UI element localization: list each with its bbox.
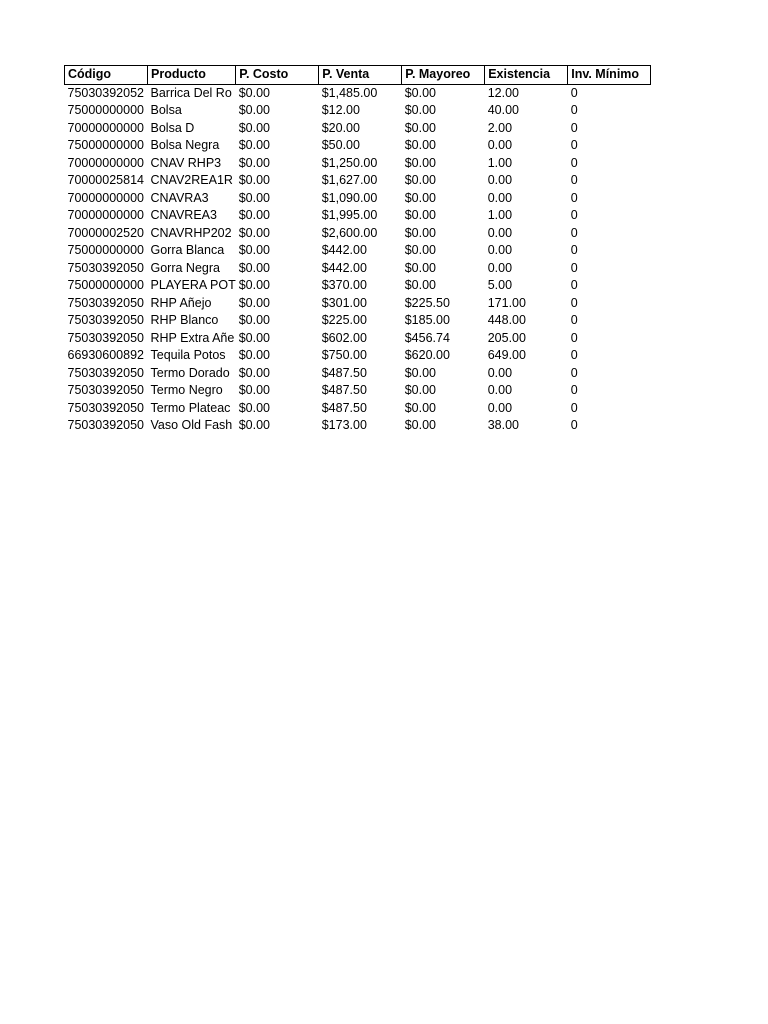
cell-codigo: 70000002520 [67, 225, 144, 240]
cell-existencia: 0.00 [487, 383, 513, 397]
cell-producto: Termo Plateac [150, 400, 231, 415]
cell-p-venta: $487.50 [321, 383, 367, 397]
table-row [65, 277, 651, 295]
cell-inv-minimo: 0 [570, 103, 578, 117]
cell-codigo: 75030392050 [67, 313, 144, 327]
cell-p-mayoreo: $225.50 [404, 295, 450, 310]
cell-p-mayoreo: $0.00 [404, 173, 436, 187]
cell-p-venta: $1,250.00 [321, 155, 378, 170]
cell-p-mayoreo: $0.00 [404, 400, 436, 415]
cell-producto: Tequila Potos [150, 348, 226, 362]
cell-inv-minimo: 0 [570, 313, 578, 327]
header-p-costo: P. Costo [236, 66, 319, 85]
cell-p-mayoreo: $0.00 [404, 85, 436, 100]
cell-inv-minimo: 0 [570, 190, 578, 205]
cell-inv-minimo: 0 [570, 208, 578, 222]
cell-producto: RHP Extra Añe [150, 330, 235, 345]
header-inv-minimo: Inv. Mínimo [568, 66, 651, 85]
cell-inv-minimo: 0 [570, 348, 578, 362]
cell-producto: Bolsa [150, 103, 182, 117]
cell-p-mayoreo: $185.00 [404, 313, 450, 327]
cell-existencia: 1.00 [487, 208, 513, 222]
cell-codigo: 70000000000 [67, 155, 144, 170]
cell-inv-minimo: 0 [570, 243, 578, 257]
cell-p-mayoreo: $620.00 [404, 348, 450, 362]
cell-producto: CNAVRA3 [150, 190, 209, 205]
table-row [65, 84, 651, 102]
header-p-mayoreo: P. Mayoreo [402, 66, 485, 85]
cell-codigo: 75000000000 [67, 243, 144, 257]
cell-existencia: 2.00 [487, 120, 513, 135]
cell-producto: RHP Añejo [150, 295, 212, 310]
cell-producto: Termo Negro [150, 383, 223, 397]
cell-p-mayoreo: $0.00 [404, 120, 436, 135]
cell-p-costo: $0.00 [238, 260, 270, 275]
table-row [65, 190, 651, 208]
cell-codigo: 70000025814 [67, 173, 144, 187]
table-row [65, 312, 651, 330]
table-row [65, 330, 651, 348]
cell-inv-minimo: 0 [570, 383, 578, 397]
cell-p-venta: $442.00 [321, 243, 367, 257]
cell-codigo: 75000000000 [67, 138, 144, 152]
cell-codigo: 75030392050 [67, 400, 144, 415]
cell-p-costo: $0.00 [238, 278, 270, 292]
cell-p-costo: $0.00 [238, 173, 270, 187]
cell-p-costo: $0.00 [238, 85, 270, 100]
cell-producto: CNAVREA3 [150, 208, 217, 222]
cell-p-costo: $0.00 [238, 295, 270, 310]
cell-p-mayoreo: $0.00 [404, 155, 436, 170]
cell-p-mayoreo: $0.00 [404, 243, 436, 257]
table-row [65, 207, 651, 225]
table-row [65, 120, 651, 138]
header-existencia: Existencia [485, 66, 568, 85]
cell-codigo: 75030392050 [67, 295, 144, 310]
cell-p-costo: $0.00 [238, 208, 270, 222]
cell-p-costo: $0.00 [238, 365, 270, 380]
cell-p-costo: $0.00 [238, 138, 270, 152]
cell-existencia: 12.00 [487, 85, 519, 100]
cell-existencia: 40.00 [487, 103, 519, 117]
cell-p-venta: $20.00 [321, 120, 360, 135]
cell-existencia: 0.00 [487, 138, 513, 152]
table-row [65, 155, 651, 173]
cell-p-costo: $0.00 [238, 400, 270, 415]
cell-inv-minimo: 0 [570, 295, 578, 310]
cell-p-venta: $301.00 [321, 295, 367, 310]
cell-p-costo: $0.00 [238, 383, 270, 397]
cell-inv-minimo: 0 [570, 365, 578, 380]
cell-existencia: 0.00 [487, 225, 513, 240]
cell-inv-minimo: 0 [570, 418, 578, 432]
cell-producto: Bolsa Negra [150, 138, 220, 152]
cell-p-costo: $0.00 [238, 243, 270, 257]
cell-p-mayoreo: $0.00 [404, 190, 436, 205]
cell-existencia: 5.00 [487, 278, 513, 292]
cell-codigo: 75030392050 [67, 260, 144, 275]
cell-existencia: 171.00 [487, 295, 526, 310]
cell-inv-minimo: 0 [570, 85, 578, 100]
cell-p-venta: $750.00 [321, 348, 367, 362]
cell-codigo: 75000000000 [67, 278, 144, 292]
table-row [65, 225, 651, 243]
cell-existencia: 205.00 [487, 330, 526, 345]
cell-codigo: 75030392052 [67, 85, 144, 100]
cell-existencia: 0.00 [487, 173, 513, 187]
cell-inv-minimo: 0 [570, 278, 578, 292]
cell-producto: RHP Blanco [150, 313, 219, 327]
cell-p-venta: $602.00 [321, 330, 367, 345]
cell-existencia: 38.00 [487, 418, 519, 432]
cell-p-costo: $0.00 [238, 348, 270, 362]
cell-codigo: 70000000000 [67, 120, 144, 135]
cell-p-costo: $0.00 [238, 120, 270, 135]
cell-producto: CNAVRHP202 [150, 225, 232, 240]
cell-codigo: 70000000000 [67, 190, 144, 205]
cell-existencia: 1.00 [487, 155, 513, 170]
cell-producto: CNAV RHP3 [150, 155, 222, 170]
cell-inv-minimo: 0 [570, 400, 578, 415]
cell-producto: Barrica Del Ro [150, 85, 232, 100]
table-body [65, 84, 651, 435]
table-row [65, 295, 651, 313]
cell-p-venta: $1,485.00 [321, 85, 378, 100]
table-row [65, 417, 651, 435]
cell-existencia: 0.00 [487, 400, 513, 415]
table-row [65, 102, 651, 120]
cell-p-mayoreo: $0.00 [404, 418, 436, 432]
cell-inv-minimo: 0 [570, 155, 578, 170]
cell-p-costo: $0.00 [238, 225, 270, 240]
cell-codigo: 75000000000 [67, 103, 144, 117]
cell-p-mayoreo: $0.00 [404, 103, 436, 117]
cell-existencia: 448.00 [487, 313, 526, 327]
cell-p-costo: $0.00 [238, 330, 270, 345]
cell-p-venta: $487.50 [321, 365, 367, 380]
cell-producto: Gorra Negra [150, 260, 220, 275]
cell-p-venta: $442.00 [321, 260, 367, 275]
cell-inv-minimo: 0 [570, 173, 578, 187]
cell-p-mayoreo: $0.00 [404, 225, 436, 240]
cell-producto: Bolsa D [150, 120, 195, 135]
cell-p-costo: $0.00 [238, 190, 270, 205]
cell-p-venta: $1,627.00 [321, 173, 378, 187]
table-row [65, 382, 651, 400]
cell-producto: PLAYERA POT [150, 278, 236, 292]
cell-producto: Vaso Old Fash [150, 418, 233, 432]
cell-existencia: 0.00 [487, 260, 513, 275]
cell-inv-minimo: 0 [570, 138, 578, 152]
cell-p-venta: $12.00 [321, 103, 360, 117]
header-p-venta: P. Venta [319, 66, 402, 85]
cell-p-costo: $0.00 [238, 155, 270, 170]
table-row [65, 365, 651, 383]
cell-codigo: 75030392050 [67, 418, 144, 432]
cell-codigo: 75030392050 [67, 330, 144, 345]
cell-p-costo: $0.00 [238, 103, 270, 117]
cell-p-venta: $225.00 [321, 313, 367, 327]
cell-p-mayoreo: $0.00 [404, 138, 436, 152]
cell-p-venta: $173.00 [321, 418, 367, 432]
table-row [65, 347, 651, 365]
cell-codigo: 75030392050 [67, 365, 144, 380]
cell-p-mayoreo: $0.00 [404, 278, 436, 292]
cell-producto: Gorra Blanca [150, 243, 225, 257]
cell-inv-minimo: 0 [570, 225, 578, 240]
cell-p-venta: $50.00 [321, 138, 360, 152]
cell-p-costo: $0.00 [238, 418, 270, 432]
cell-p-venta: $487.50 [321, 400, 367, 415]
cell-codigo: 66930600892 [67, 348, 144, 362]
table-row [65, 172, 651, 190]
cell-p-venta: $1,090.00 [321, 190, 378, 205]
cell-producto: Termo Dorado [150, 365, 230, 380]
cell-p-mayoreo: $0.00 [404, 383, 436, 397]
cell-existencia: 0.00 [487, 243, 513, 257]
cell-inv-minimo: 0 [570, 260, 578, 275]
cell-existencia: 0.00 [487, 190, 513, 205]
header-row [65, 66, 651, 85]
spreadsheet-page [64, 65, 651, 435]
cell-p-venta: $1,995.00 [321, 208, 378, 222]
cell-p-costo: $0.00 [238, 313, 270, 327]
table-row [65, 137, 651, 155]
inventory-table [64, 65, 651, 435]
table-row [65, 400, 651, 418]
cell-existencia: 0.00 [487, 365, 513, 380]
cell-codigo: 75030392050 [67, 383, 144, 397]
header-codigo: Código [65, 66, 148, 85]
cell-p-venta: $370.00 [321, 278, 367, 292]
cell-inv-minimo: 0 [570, 120, 578, 135]
cell-codigo: 70000000000 [67, 208, 144, 222]
cell-inv-minimo: 0 [570, 330, 578, 345]
table-row [65, 242, 651, 260]
table-row [65, 260, 651, 278]
cell-p-mayoreo: $0.00 [404, 365, 436, 380]
cell-producto: CNAV2REA1R [150, 173, 233, 187]
cell-p-mayoreo: $0.00 [404, 208, 436, 222]
cell-p-mayoreo: $456.74 [404, 330, 450, 345]
cell-p-mayoreo: $0.00 [404, 260, 436, 275]
cell-p-venta: $2,600.00 [321, 225, 378, 240]
cell-existencia: 649.00 [487, 348, 526, 362]
header-producto: Producto [148, 66, 236, 85]
